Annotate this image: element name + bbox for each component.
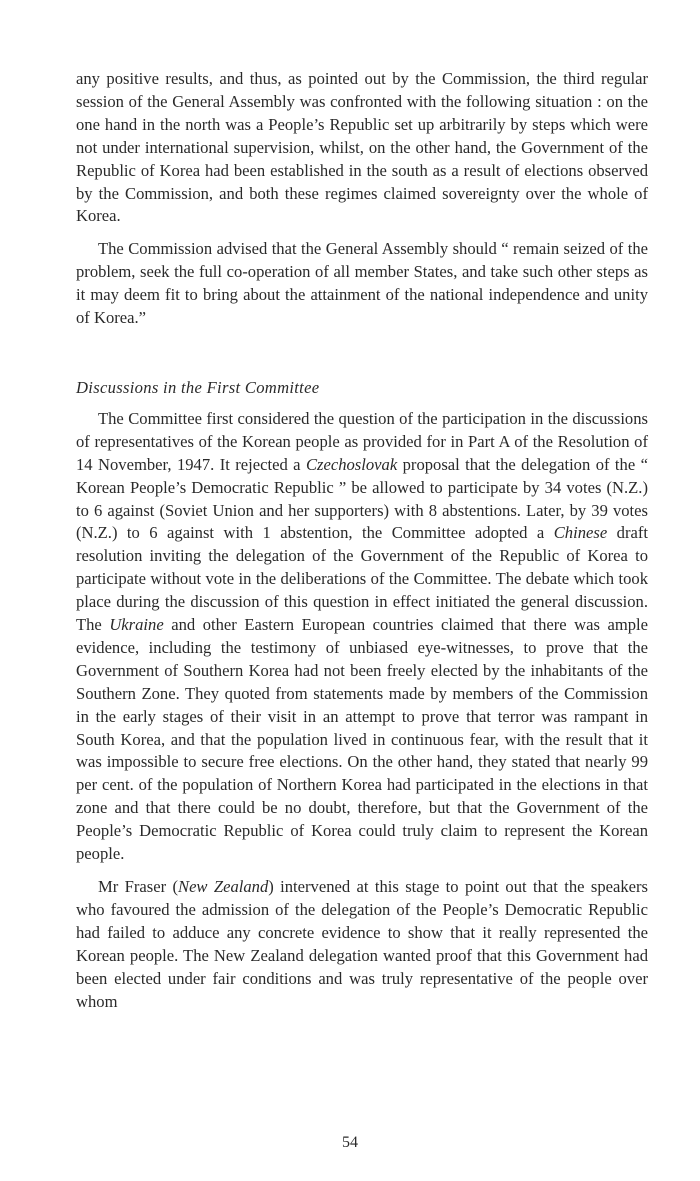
paragraph-committee-discussion	[76, 408, 648, 866]
italic-country-name: Chinese	[553, 523, 608, 543]
text-run: Mr Fraser (	[98, 877, 178, 896]
paragraph-situation: any positive results, and thus, as pointed out by the Commission, the third regular session of the General Assembly was confronted with the following situation : on the one hand in the north was a People’s Republic set up arbitrarily by steps which were not under international supervision, whilst, on the other hand, the Government of the Republic of Korea had been established in the south as a result of elections observed by the Commission, and both these regimes claimed sovereignty over the whole of Korea.	[76, 69, 648, 226]
italic-country-name: Czechoslovak	[305, 454, 398, 474]
italic-country-name: New Zealand	[178, 877, 269, 896]
text-run: proposal that the delegation of the “ Korean People’s Democratic Republic ” be allowed to participate by 34 votes (N.Z.) to 6 against (Soviet Union and her supporters) with 8 abstentions. Later, by 39 votes (N.Z.) to 6 against with 1 abstention, the Committee adopted a	[76, 454, 648, 543]
text-run: The Committee first considered the question of the participation in the discussions of representatives of the Korean people as provided for in Part A of the Resolution of 14 November, 1947. It rejected a	[76, 408, 648, 474]
page-number: 54	[342, 1134, 358, 1151]
paragraph-fraser-intervention	[76, 876, 648, 1013]
italic-country-name: Ukraine	[109, 615, 164, 635]
document-page	[76, 68, 648, 1013]
text-run: and other Eastern European countries claimed that there was ample evidence, including the testimony of unbiased eye-witnesses, to prove that the Government of Southern Korea had not been freely elected by the inhabitants of the Southern Zone. They quoted from statements made by members of the Commission in the early stages of their visit in an attempt to prove that terror was rampant in South Korea, and that the population lived in continuous fear, with the result that it was impossible to secure free elections. On the other hand, they stated that nearly 99 per cent. of the population of Northern Korea had participated in the elections in that zone and that there could be no doubt, therefore, but that the Government of the People’s Democratic Republic of Korea could truly claim to represent the Korean people.	[76, 615, 648, 864]
text-run: draft resolution inviting the delegation of the Government of the Republic of Korea to participate without vote in the deliberations of the Committee. The debate which took place during the discussion of this question in effect initiated the general discussion. The	[76, 523, 648, 635]
text-run: ) intervened at this stage to point out that the speakers who favoured the admission of the delegation of the People’s Democratic Republic had failed to adduce any concrete evidence to show that it really represented the Korean people. The New Zealand delegation wanted proof that this Government had been elected under fair conditions and was truly representative of the people over whom	[76, 877, 648, 1011]
section-heading: Discussions in the First Committee	[76, 377, 320, 397]
paragraph-commission-advice: The Commission advised that the General Assembly should “ remain seized of the problem, seek the full co-operation of all member States, and take such other steps as it may deem fit to bring about the attainment of the national independence and unity of Korea.”	[76, 239, 648, 328]
